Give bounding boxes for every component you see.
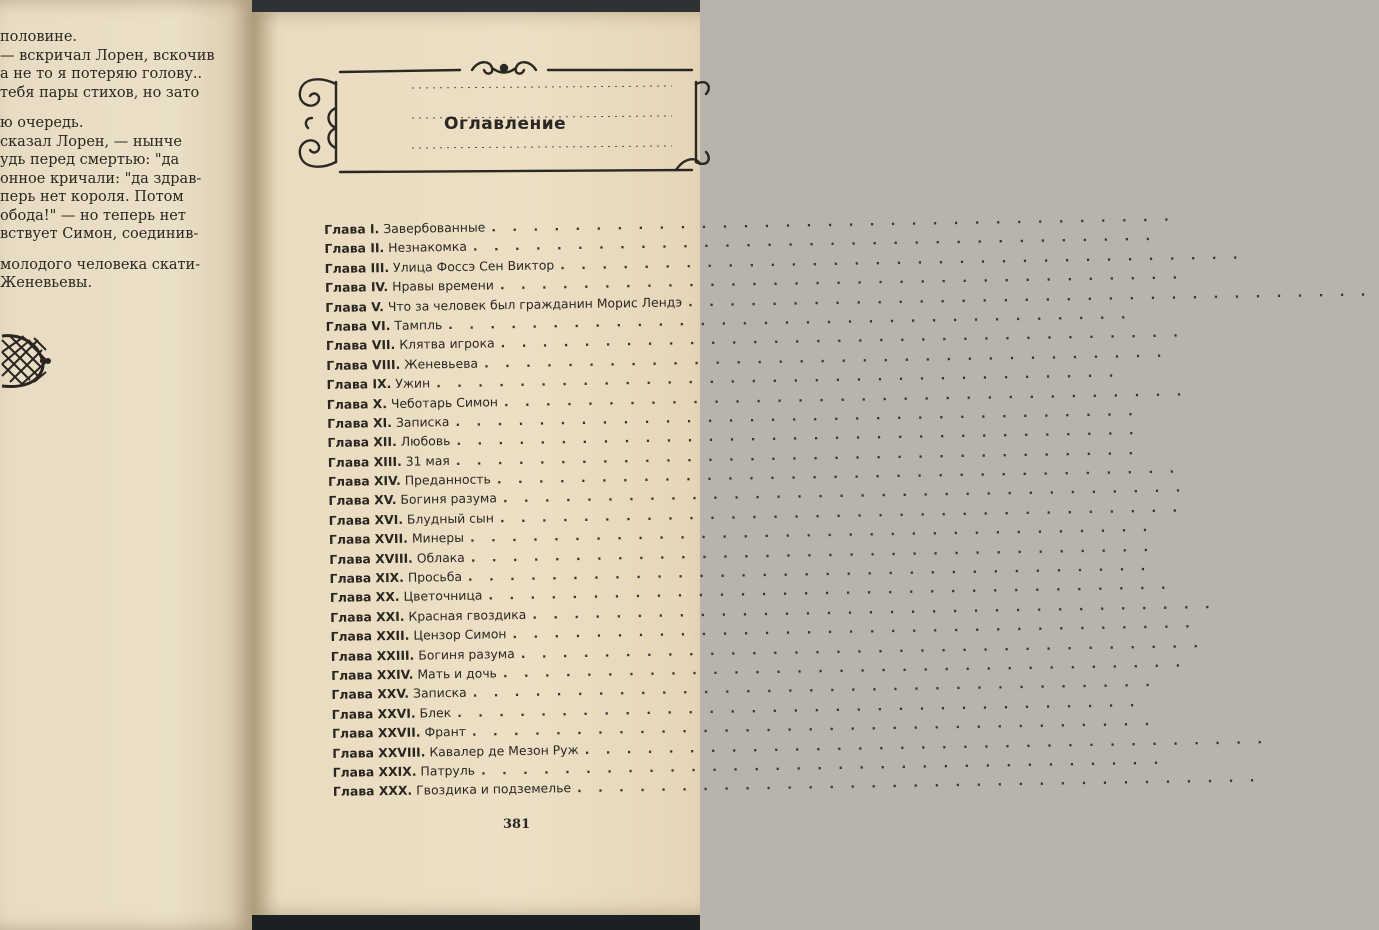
left-page-line: ободa!" — но теперь нет: [0, 207, 186, 224]
toc-chapter-number: Глава XXVI.: [331, 705, 416, 722]
table-of-contents: [324, 208, 1372, 804]
toc-leader-dots: . . . . . . . . . . . . . . . . . . . . . . . . . . . . . . . . .: [455, 403, 1139, 429]
left-page: [0, 0, 252, 930]
toc-leader-dots: . . . . . . . . . . . . . . . . . . . . . . . . . . . . . . . . .: [499, 266, 1184, 293]
toc-chapter-title: Чеботарь Симон: [390, 393, 499, 411]
toc-chapter-title: Франт: [424, 723, 467, 740]
toc-chapter-number: Глава V.: [325, 298, 384, 315]
toc-leader-dots: . . . . . . . . . . . . . . . . . . . . . . . . . . . . . . . . .: [687, 283, 1372, 309]
left-page-line: вствует Симон, соединив-: [0, 226, 199, 242]
toc-chapter-number: Глава VI.: [325, 317, 391, 334]
toc-chapter-number: Глава XVIII.: [329, 550, 413, 567]
toc-chapter-number: Глава XIX.: [329, 569, 404, 586]
toc-chapter-number: Глава XXII.: [330, 627, 410, 645]
toc-chapter-number: Глава XXV.: [331, 686, 410, 703]
left-page-line: онное кричали: "да здрав-: [0, 170, 202, 187]
toc-chapter-title: Ужин: [395, 375, 431, 392]
toc-chapter-title: Блек: [419, 704, 452, 721]
toc-chapter-number: Глава II.: [324, 240, 385, 257]
left-page-line: перь нет короля. Потом: [0, 189, 184, 205]
toc-chapter-title: Просьба: [407, 568, 463, 585]
left-page-line: сказал Лорен, — нынче: [0, 133, 182, 150]
toc-leader-dots: . . . . . . . . . . . . . . . . . . . . . . . . . . . . . . . . .: [467, 558, 1152, 584]
toc-leader-dots: . . . . . . . . . . . . . . . . . . . . . . . . . . . . . . . . .: [472, 228, 1157, 255]
toc-chapter-number: Глава XXIII.: [330, 647, 415, 664]
toc-chapter-number: Глава VII.: [325, 337, 396, 354]
left-page-line: а не то я потеряю голову..: [0, 66, 203, 82]
toc-chapter-number: Глава XXVIII.: [332, 744, 426, 761]
toc-leader-dots: . . . . . . . . . . . . . . . . . . . . . . . . . . . . . . . . .: [471, 713, 1156, 739]
toc-leader-dots: . . . . . . . . . . . . . . . . . . . . . . . . . . . . . . . . .: [455, 441, 1140, 468]
left-page-line: Женевьевы.: [0, 275, 93, 291]
toc-leader-dots: . . . . . . . . . . . . . . . . . . . . . . . . . . . . . . . . .: [502, 479, 1187, 506]
toc-chapter-number: Глава III.: [324, 259, 390, 276]
page-number: 381: [503, 817, 531, 832]
toc-leader-dots: . . . . . . . . . . . . . . . . . . . . . . . . . . . . . . . . .: [457, 694, 1141, 720]
toc-leader-dots: . . . . . . . . . . . . . . . . . . . . . . . . . . . . . . . . .: [470, 538, 1155, 565]
toc-chapter-title: Клятва игрока: [399, 335, 495, 353]
toc-leader-dots: . . . . . . . . . . . . . . . . . . . . . . . . . . . . . . . . .: [436, 364, 1120, 391]
toc-leader-dots: . . . . . . . . . . . . . . . . . . . . . . . . . . . . . . . . .: [532, 595, 1216, 622]
toc-chapter-title: Минеры: [411, 530, 465, 546]
toc-chapter-title: Патруль: [420, 762, 476, 779]
left-page-line: [0, 244, 250, 256]
toc-leader-dots: . . . . . . . . . . . . . . . . . . . . . . . . . . . . . . . . .: [503, 382, 1188, 409]
left-page-text: [0, 28, 250, 293]
toc-leader-dots: . . . . . . . . . . . . . . . . . . . . . . . . . . . . . . . . .: [483, 344, 1168, 371]
toc-leader-dots: . . . . . . . . . . . . . . . . . . . . . . . . . . . . . . . . .: [520, 634, 1205, 661]
toc-leader-dots: . . . . . . . . . . . . . . . . . . . . . . . . . . . . . . . . .: [456, 422, 1140, 449]
toc-chapter-title: Богиня разума: [400, 490, 498, 508]
toc-chapter-number: Глава XIV.: [327, 472, 401, 490]
toc-leader-dots: . . . . . . . . . . . . . . . . . . . . . . . . . . . . . . . . .: [584, 730, 1269, 757]
toc-chapter-title: Любовь: [400, 433, 451, 450]
toc-leader-dots: . . . . . . . . . . . . . . . . . . . . . . . . . . . . . . . . .: [512, 615, 1196, 642]
toc-chapter-title: 31 мая: [405, 452, 450, 469]
toc-chapter-title: Тампль: [394, 317, 443, 333]
toc-chapter-title: Улица Фоссэ Сен Виктор: [392, 257, 555, 275]
toc-chapter-number: Глава XXIX.: [332, 763, 417, 780]
toc-chapter-title: Богиня разума: [418, 645, 515, 663]
left-page-line: половине.: [0, 29, 78, 45]
left-page-line: — вскричал Лорен, вскочив: [0, 47, 215, 64]
toc-leader-dots: . . . . . . . . . . . . . . . . . . . . . . . . . . . . . . . . .: [500, 324, 1185, 351]
left-page-line: тебя пары стихов, но зато: [0, 84, 200, 101]
toc-leader-dots: . . . . . . . . . . . . . . . . . . . . . . . . . . . . . . . . .: [448, 306, 1132, 333]
toc-chapter-number: Глава IV.: [324, 279, 389, 296]
toc-leader-dots: . . . . . . . . . . . . . . . . . . . . . . . . . . . . . . . . .: [480, 751, 1165, 778]
toc-leader-dots: . . . . . . . . . . . . . . . . . . . . . . . . . . . . . . . . .: [469, 519, 1154, 545]
toc-leader-dots: . . . . . . . . . . . . . . . . . . . . . . . . . . . . . . . . .: [491, 208, 1175, 235]
toc-chapter-number: Глава IX.: [326, 376, 392, 393]
toc-chapter-title: Преданность: [404, 471, 491, 488]
toc-chapter-number: Глава X.: [326, 395, 388, 412]
toc-chapter-title: Незнакомка: [388, 239, 468, 256]
left-page-line: [0, 102, 250, 114]
toc-chapter-number: Глава XI.: [327, 414, 392, 431]
toc-leader-dots: . . . . . . . . . . . . . . . . . . . . . . . . . . . . . . . . .: [499, 499, 1184, 526]
toc-chapter-title: Что за человек был гражданин Морис Лендэ: [387, 293, 683, 314]
toc-chapter-number: Глава XXX.: [332, 783, 413, 800]
toc-chapter-title: Красная гвоздика: [408, 606, 527, 624]
toc-chapter-number: Глава XXI.: [330, 608, 405, 625]
toc-leader-dots: . . . . . . . . . . . . . . . . . . . . . . . . . . . . . . . . .: [502, 654, 1187, 681]
lattice-ornament-icon: [0, 332, 52, 390]
toc-chapter-title: Облака: [416, 549, 465, 566]
toc-chapter-number: Глава I.: [324, 221, 380, 237]
toc-leader-dots: . . . . . . . . . . . . . . . . . . . . . . . . . . . . . . . . .: [560, 246, 1244, 273]
toc-leader-dots: . . . . . . . . . . . . . . . . . . . . . . . . . . . . . . . . .: [472, 674, 1157, 701]
toc-chapter-title: Блудный сын: [406, 510, 495, 527]
left-page-line: ю очередь.: [0, 115, 84, 131]
toc-chapter-number: Глава XII.: [327, 434, 397, 451]
toc-chapter-number: Глава XV.: [328, 492, 397, 509]
toc-chapter-title: Записка: [412, 685, 467, 702]
toc-chapter-title: Записка: [395, 413, 450, 430]
toc-chapter-title: Женевьева: [404, 355, 479, 372]
toc-chapter-number: Глава XIII.: [327, 453, 402, 470]
toc-leader-dots: . . . . . . . . . . . . . . . . . . . . . . . . . . . . . . . . .: [576, 769, 1261, 796]
toc-chapter-number: Глава XVII.: [328, 530, 409, 548]
toc-chapter-number: Глава XXIV.: [331, 666, 414, 683]
toc-chapter-title: Мать и дочь: [417, 665, 498, 682]
toc-chapter-number: Глава XVI.: [328, 511, 404, 528]
toc-leader-dots: . . . . . . . . . . . . . . . . . . . . . . . . . . . . . . . . .: [488, 577, 1172, 603]
toc-chapter-title: Цветочница: [403, 587, 483, 605]
toc-chapter-title: Кавалер де Мезон Руж: [429, 741, 579, 759]
toc-chapter-number: Глава VIII.: [326, 356, 401, 373]
toc-chapter-number: Глава XX.: [329, 589, 400, 606]
left-page-line: удь перед смертью: "да: [0, 152, 180, 168]
toc-chapter-title: Завербованные: [383, 219, 486, 237]
toc-chapter-title: Цензор Симон: [413, 626, 507, 643]
left-page-line: молодого человека скати-: [0, 256, 201, 273]
toc-heading: Оглавление: [444, 114, 567, 134]
toc-chapter-number: Глава XXVII.: [331, 724, 421, 742]
toc-chapter-title: Гвоздика и подземелье: [416, 780, 572, 798]
toc-leader-dots: . . . . . . . . . . . . . . . . . . . . . . . . . . . . . . . . .: [496, 460, 1181, 487]
toc-chapter-title: Нравы времени: [392, 277, 495, 295]
